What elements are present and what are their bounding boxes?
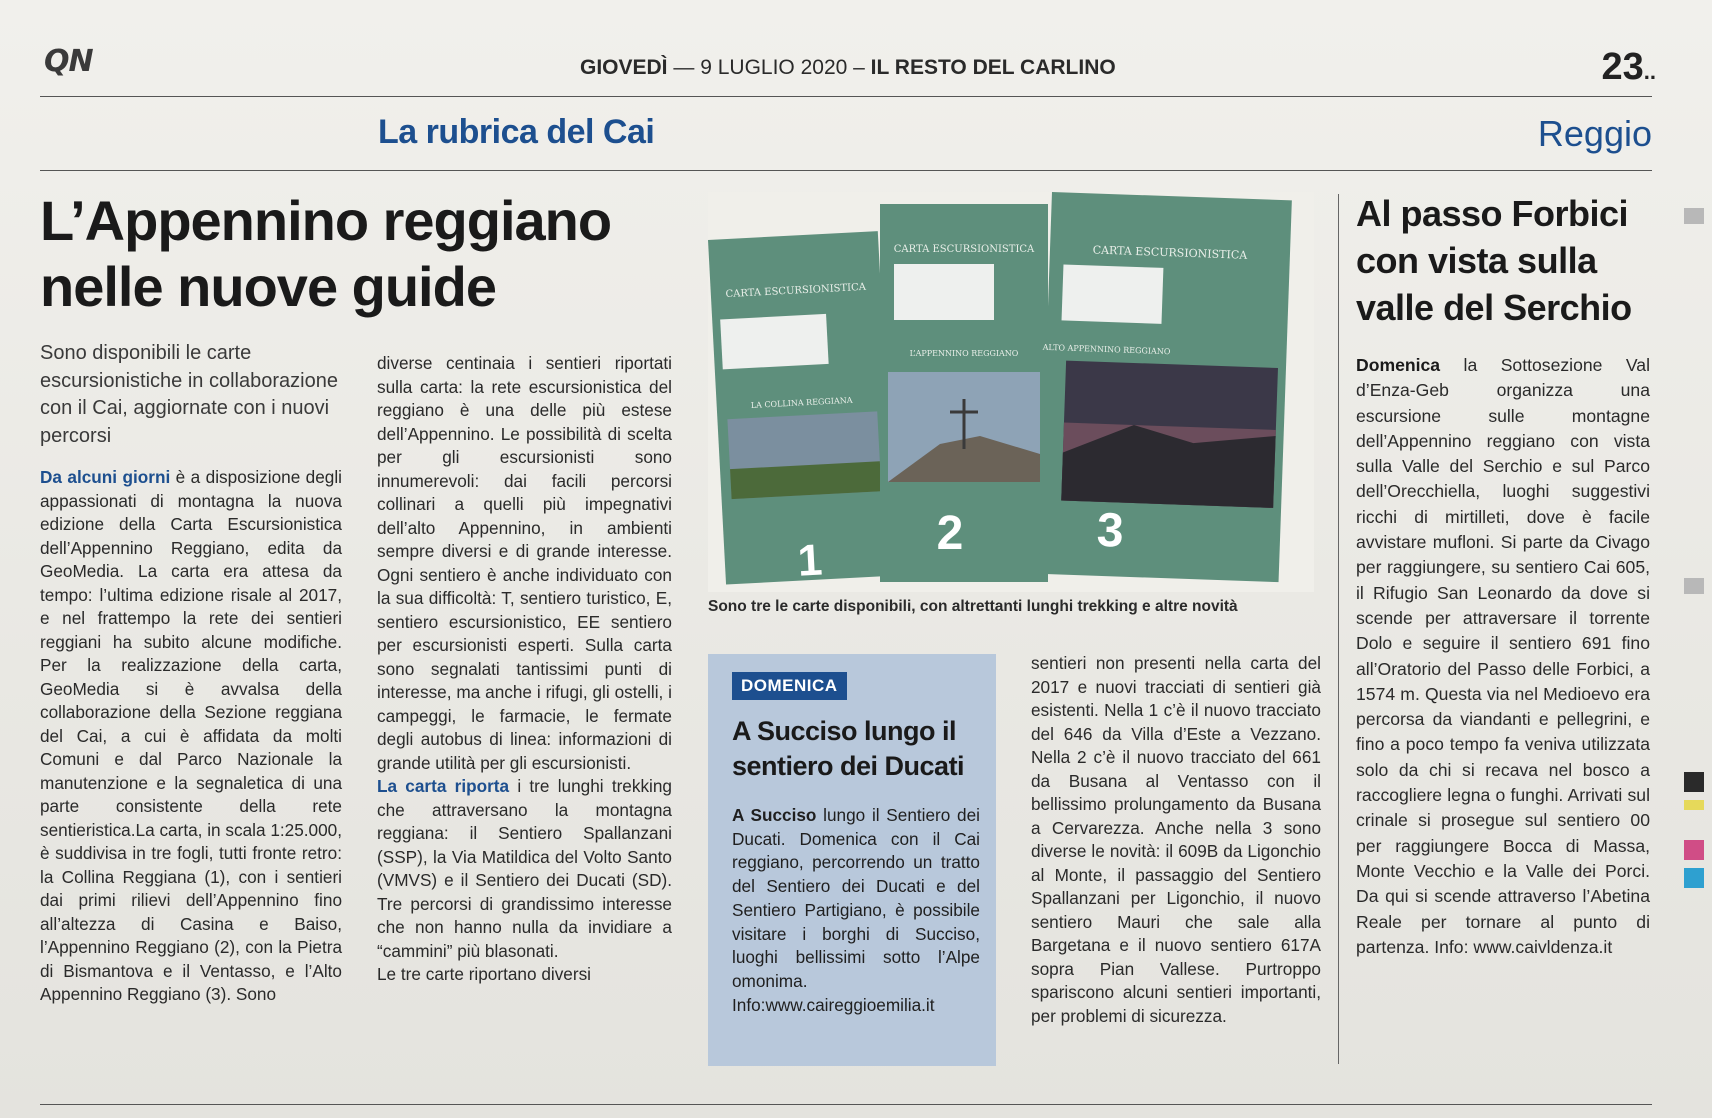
section-rule xyxy=(40,170,1652,171)
box-body xyxy=(732,804,980,1017)
print-mark-yellow xyxy=(1684,800,1704,810)
maps-photo xyxy=(708,192,1314,592)
map-1-subtitle: LA COLLINA REGGIANA xyxy=(750,395,853,410)
main-column-1 xyxy=(40,466,342,1007)
print-mark-black xyxy=(1684,772,1704,792)
col1-lead: Da alcuni giorni xyxy=(40,467,171,487)
photo-caption: Sono tre le carte disponibili, con altrettanti lunghi trekking e altre novità xyxy=(708,598,1238,615)
masthead xyxy=(580,56,1140,80)
map-3-header: CARTA ESCURSIONISTICA xyxy=(1092,243,1248,262)
box-tag: DOMENICA xyxy=(732,672,847,700)
col2-text-2: i tre lunghi trekking che attraversano la montagna reggiana: il Sentiero Spallanzani (SSP), la Via Matildica del Volto Santo (VMVS) e il Sentiero dei Ducati (SD). Tre percorsi di grandissimo interesse che non hanno nulla da invidiare a “cammini” più blasonati. xyxy=(377,776,672,961)
print-marks xyxy=(1684,0,1704,1118)
box-title: A Succiso lungo il sentiero dei Ducati xyxy=(732,716,965,781)
col2-text-3: Le tre carte riportano diversi xyxy=(377,964,591,984)
right-headline: Al passo Forbici con vista sulla valle del Serchio xyxy=(1356,193,1632,328)
print-mark-cyan xyxy=(1684,868,1704,888)
map-1 xyxy=(708,231,896,589)
masthead-dash-2: – xyxy=(853,56,871,79)
right-column xyxy=(1356,353,1650,960)
masthead-newspaper: IL RESTO DEL CARLINO xyxy=(870,56,1116,79)
col2-lead-2: La carta riporta xyxy=(377,776,510,796)
print-mark-magenta xyxy=(1684,840,1704,860)
map-2 xyxy=(880,204,1048,582)
main-headline: L’Appennino reggiano nelle nuove guide xyxy=(40,189,612,318)
qn-logo: QN xyxy=(44,44,93,79)
map-3 xyxy=(1034,192,1292,582)
masthead-dash: — xyxy=(673,56,701,79)
print-mark-gray-2 xyxy=(1684,578,1704,594)
col1-text: è a disposizione degli appassionati di montagna la nuova edizione della Carta Escursionistica dell’Appennino Reggiano, edita da GeoMedia. La carta era attesa da tempo: l’ultima edizione risale al 2017, e nel frattempo la rete dei sentieri reggiani ha subito alcune modifiche. Per la realizzazione della carta, GeoMedia si è avvalsa della collaborazione della Sezione reggiana del Cai, a cui è affidata da molti Comuni e dal Parco Nazionale la manutenzione e la segnaletica di una parte consistente della rete sentieristica.La carta, in scala 1:25.000, è suddivisa in tre fogli, tutti fronte retro: la Collina Reggiana (1), con i sentieri dai primi rilievi dell’Appennino fino all’altezza di Casina e Baiso, l’Appennino Reggiano (2), con la Pietra di Bismantova e il Ventasso, e l’Alto Appennino Reggiano (3). Sono xyxy=(40,467,342,1004)
print-mark-gray-1 xyxy=(1684,208,1704,224)
masthead-day: GIOVEDÌ xyxy=(580,56,668,79)
map-1-number: 1 xyxy=(796,535,824,586)
right-column-rule xyxy=(1338,194,1339,1064)
col2-text-1: diverse centinaia i sentieri riportati sulla carta: la rete escursionistica del reggiano è una delle più estese dell’Appennino. Le possibilità di scelta per gli escursionisti sono innumerevoli: dai facili percorsi collinari a quelli più impegnativi dell’alto Appennino, in ambienti sempre diversi e di grande interesse. Ogni sentiero è anche individuato con la sua difficoltà: T, sentiero turistico, E, sentiero escursionistico, EE sentiero per escursionisti esperti. Sulla carta sono segnalati tantissimi punti di interesse, ma anche i rifugi, gli ostelli, i campeggi, le farmacie, le fermate degli autobus di linea: informazioni di grande utilità per gli escursionisti. xyxy=(377,353,672,773)
map-1-header: CARTA ESCURSIONISTICA xyxy=(725,281,867,301)
map-3-subtitle: ALTO APPENNINO REGGIANO xyxy=(1042,342,1171,357)
rubrica-title: La rubrica del Cai xyxy=(378,113,655,151)
box-lead: A Succiso xyxy=(732,805,817,825)
main-summary: Sono disponibili le carte escursionistiche in collaborazione con il Cai, aggiornate con i nuovi percorsi xyxy=(40,342,338,447)
map-2-subtitle: L’APPENNINO REGGIANO xyxy=(909,349,1019,358)
section-title: Reggio xyxy=(1537,113,1652,154)
domenica-box xyxy=(708,654,996,1066)
main-column-3 xyxy=(1031,652,1321,1028)
bottom-rule xyxy=(40,1104,1652,1105)
map-2-number: 2 xyxy=(936,507,964,560)
col3-text: sentieri non presenti nella carta del 2017 e nuovi tracciati di sentieri già esistenti. Nella 1 c’è il nuovo tracciato del 646 da Villa d’Este a Vezzano. Nella 2 c’è il nuovo tracciato del 661 da Busana al Ventasso con il bellissimo prolungamento da Busana a Cervarezza. Anche nella 3 sono diverse le novità: il 609B da Ligonchio al Monte, il passaggio del Sentiero Spallanzani per Ligonchio, il nuovo sentiero Mauri che sale alla Bargetana e il nuovo sentiero 617A sopra Pian Vallese. Purtroppo spariscono alcuni sentieri importanti, per problemi di sicurezza. xyxy=(1031,653,1321,1026)
right-lead: Domenica xyxy=(1356,355,1441,375)
map-3-number: 3 xyxy=(1095,503,1125,558)
page-number: 23.. xyxy=(1601,46,1656,88)
header-rule xyxy=(40,96,1652,97)
main-column-2 xyxy=(377,352,672,987)
masthead-date: 9 LUGLIO 2020 xyxy=(700,56,848,79)
map-2-header: CARTA ESCURSIONISTICA xyxy=(893,244,1035,255)
box-text: lungo il Sentiero dei Ducati. Domenica con il Cai reggiano, percorrendo un tratto del Sentiero dei Ducati e del Sentiero Partigiano, è possibile visitare i borghi di Succiso, luoghi bellissimi sotto l’Alpe omonima. Info:www.caireggioemilia.it xyxy=(732,805,980,1015)
right-text: la Sottosezione Val d’Enza-Geb organizza una escursione sulle montagne dell’Appennino reggiano con vista sulla Valle del Serchio e sul Parco dell’Orecchiella, luoghi suggestivi ricchi di mirtilleti, dove è facile avvistare mufloni. Si parte da Civago per raggiungere, su sentiero Cai 605, il Rifugio San Leonardo da dove si scende per attraversare il torrente Dolo e seguire il sentiero 691 fino all’Oratorio del Passo delle Forbici, a 1574 m. Questa via nel Medioevo era percorsa da viandanti e pellegrini, e fino a poco tempo fa veniva utilizzata solo da chi si recava nel bosco a raccogliere legna o funghi. Arrivati sul crinale si prosegue sul sentiero 00 per raggiungere Bocca di Massa, Monte Vecchio e la Valle dei Porci. Da qui si scende attraverso l’Abetina Reale per tornare al punto di partenza. Info: www.caivldenza.it xyxy=(1356,355,1650,957)
